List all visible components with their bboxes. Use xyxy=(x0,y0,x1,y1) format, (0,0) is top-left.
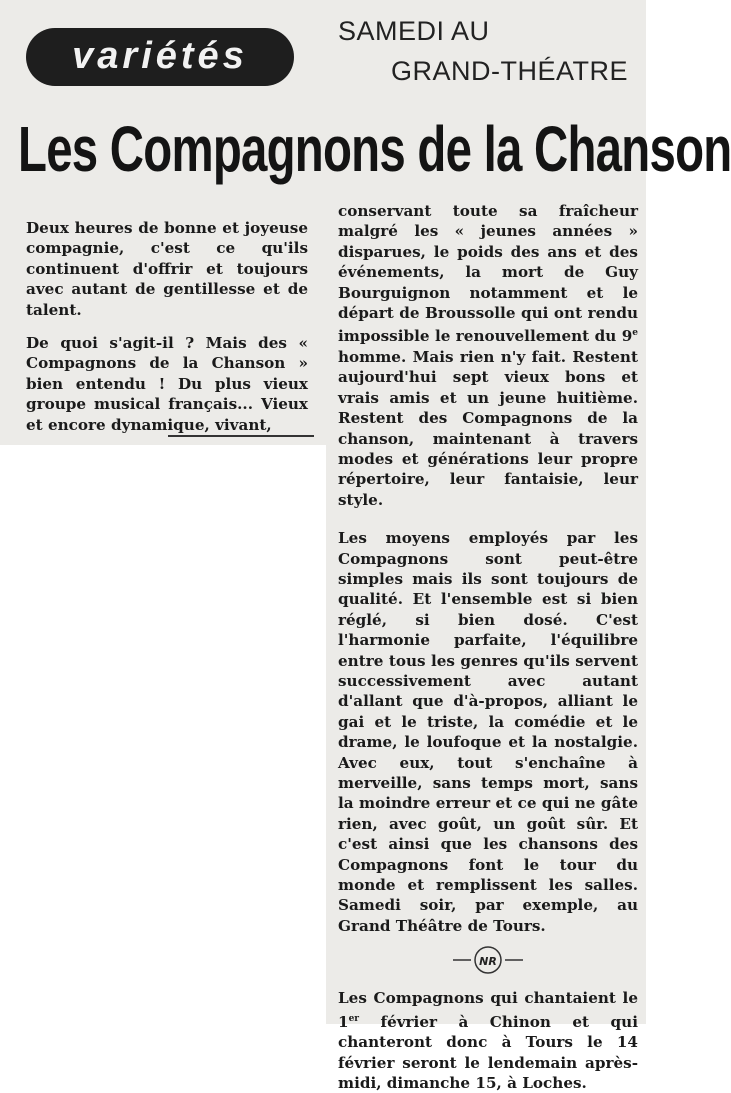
kicker-line-2: GRAND-THÉATRE xyxy=(390,56,628,86)
nr-separator-icon xyxy=(338,936,638,984)
column2-p3-superscript: er xyxy=(348,1013,360,1024)
column1-paragraph-2: De quoi s'agit-il ? Mais des « Compagnons de la Chanson » bien entendu ! Du plus vieux groupe musical français... Vieux et encore dynamique, vivant, xyxy=(26,334,308,434)
column2-p1-superscript: e xyxy=(632,328,638,339)
column-end-rule xyxy=(168,435,314,437)
separator-label: NR xyxy=(479,955,497,969)
separator-row xyxy=(338,936,638,984)
article-column-1 xyxy=(26,218,308,435)
column2-paragraph-1 xyxy=(338,201,638,510)
kicker-line-1: SAMEDI AU xyxy=(338,16,490,46)
column2-p3-part-b: février à Chinon et qui chanteront donc à Tours le 14 février seront le lendemain après-midi, dimanche 15, à Loches. xyxy=(338,1012,638,1092)
headline: Les Compagnons de la Chanson xyxy=(18,113,731,185)
column2-paragraph-3 xyxy=(338,988,638,1093)
column2-paragraph-2: Les moyens employés par les Compagnons sont peut-être simples mais ils sont toujours de qualité. Et l'ensemble est si bien réglé, si bien dosé. C'est l'harmonie parfaite, l'équilibre entre tous les genres qu'ils servent successivement avec autant d'allant que d'à-propos, alliant le gai et le triste, la comédie et le drame, le loufoque et la nostalgie. Avec eux, tout s'enchaîne à merveille, sans temps mort, sans la moindre erreur et ce qui ne gâte rien, avec goût, un goût sûr. Et c'est ainsi que les chansons des Compagnons font le tour du monde et remplissent les salles. Samedi soir, par exemple, au Grand Théâtre de Tours. xyxy=(338,529,638,935)
column2-p1-part-a: conservant toute sa fraîcheur malgré les « jeunes années » disparues, le poids des ans et des événements, la mort de Guy Bourguignon notamment et le départ de Broussolle qui ont rendu impossible le renouvellement du 9 xyxy=(338,202,638,346)
column2-p3-part-a: Les Compagnons qui chantaient le 1 xyxy=(338,989,638,1031)
article-column-2 xyxy=(338,201,638,1093)
rubric-badge: variétés xyxy=(26,28,294,86)
column1-paragraph-1: Deux heures de bonne et joyeuse compagnie, c'est ce qu'ils continuent d'offrir et toujours avec autant de gentillesse et de talent. xyxy=(26,219,308,319)
column2-p1-part-b: homme. Mais rien n'y fait. Restent aujourd'hui sept vieux bons et vrais amis et un jeune huitième. Restent des Compagnons de la chanson, maintenant à travers modes et générations leur propre répertoire, leur fantaisie, leur style. xyxy=(338,347,638,509)
